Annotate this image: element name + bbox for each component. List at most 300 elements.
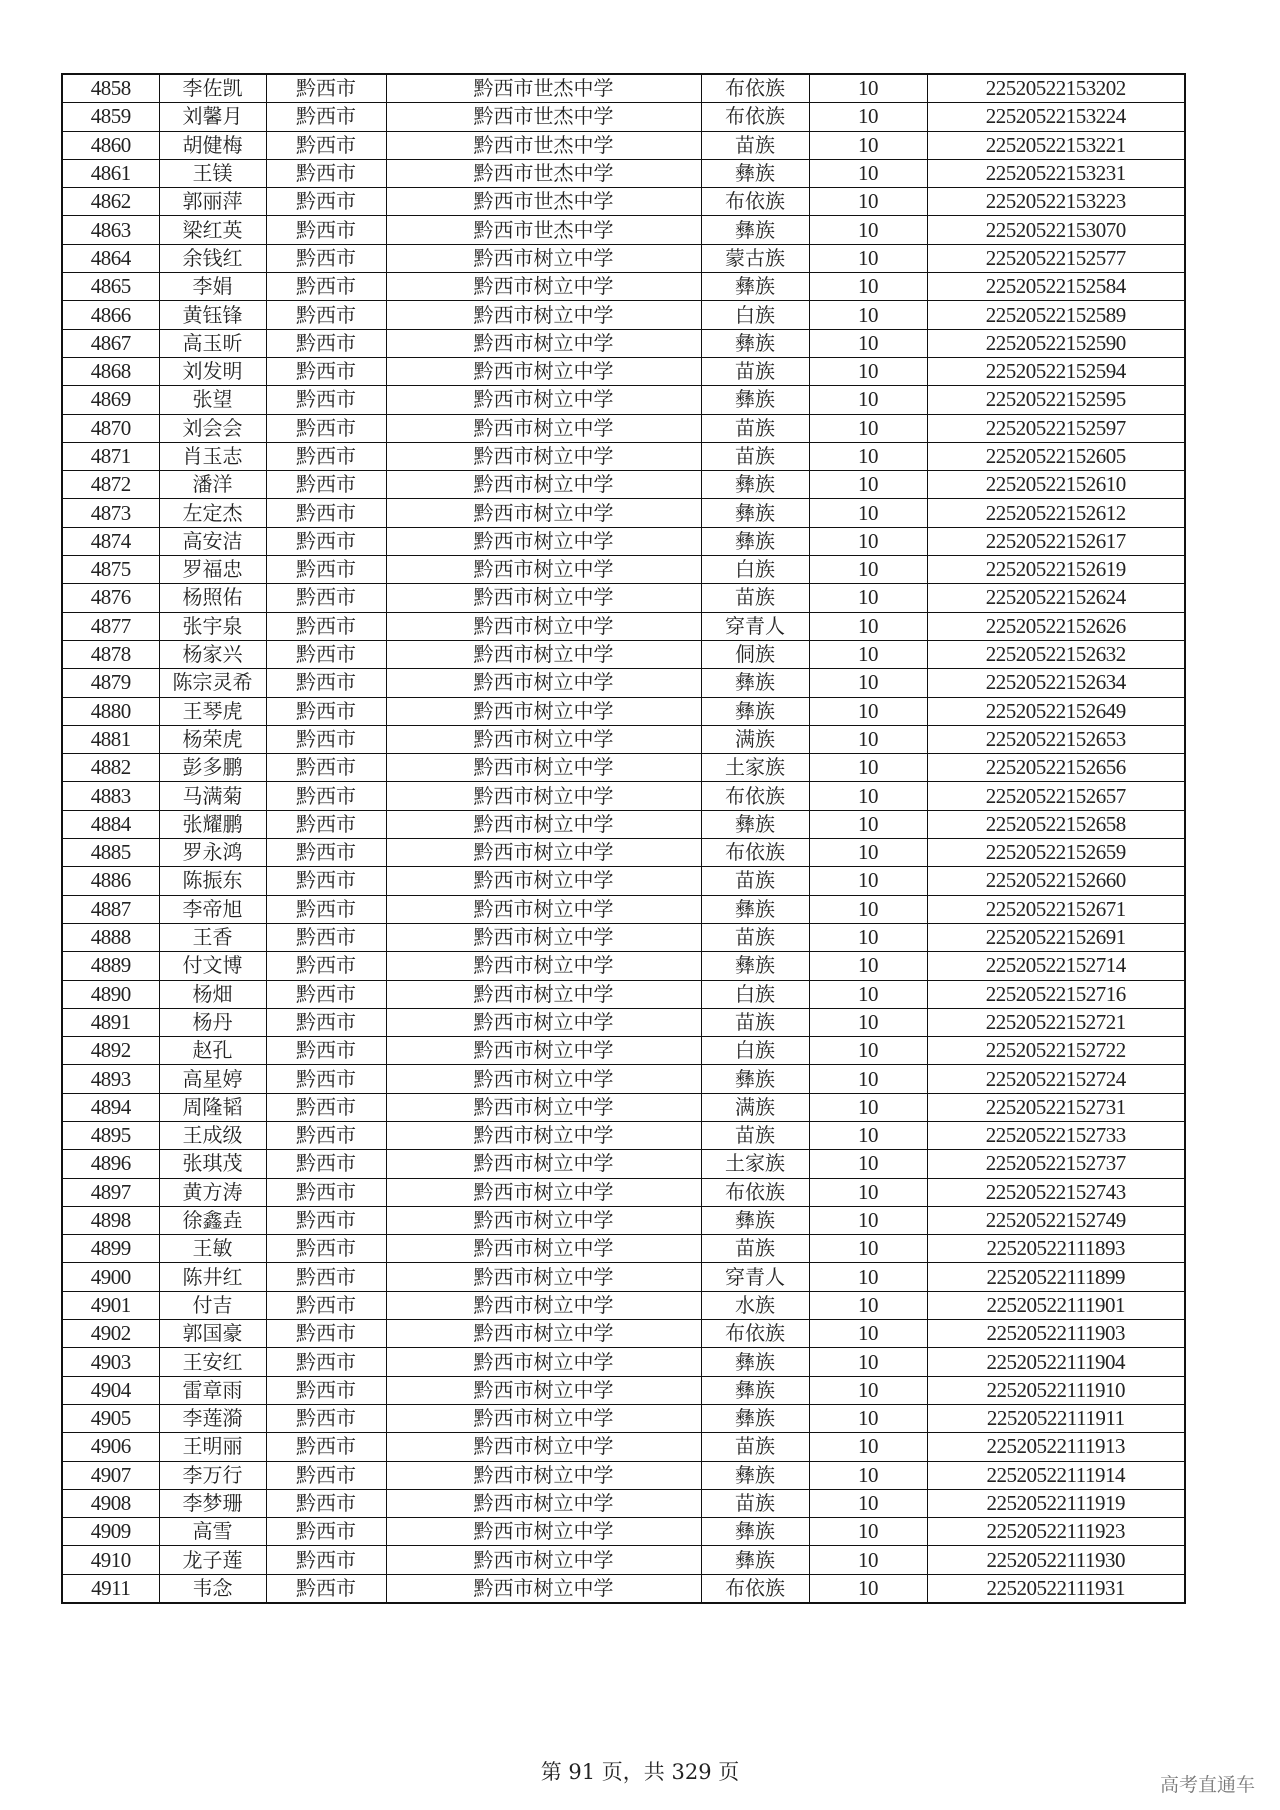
student-name-cell: 王成级 [159,1121,266,1149]
table-row [62,244,1185,272]
ethnicity-cell: 苗族 [701,1235,809,1263]
row-number-cell: 4876 [62,584,159,612]
row-number-cell: 4871 [62,442,159,470]
ethnicity-cell: 白族 [701,980,809,1008]
school-cell: 黔西市树立中学 [386,1235,701,1263]
student-name-cell: 付文博 [159,952,266,980]
ethnicity-cell: 满族 [701,1093,809,1121]
city-cell: 黔西市 [266,1037,386,1065]
city-cell: 黔西市 [266,556,386,584]
exam-id-cell: 22520522152577 [927,244,1185,272]
city-cell: 黔西市 [266,273,386,301]
student-name-cell: 郭丽萍 [159,188,266,216]
school-cell: 黔西市树立中学 [386,556,701,584]
ethnicity-cell: 白族 [701,1037,809,1065]
school-cell: 黔西市世杰中学 [386,216,701,244]
table-row [62,74,1185,103]
school-cell: 黔西市树立中学 [386,1546,701,1574]
ethnicity-cell: 彝族 [701,1546,809,1574]
table-row [62,1376,1185,1404]
city-cell: 黔西市 [266,1320,386,1348]
row-number-cell: 4882 [62,754,159,782]
grade-cell: 10 [809,640,927,668]
page-number: 第 91 页，共 329 页 [540,1760,740,1784]
city-cell: 黔西市 [266,1574,386,1603]
table-row [62,499,1185,527]
school-cell: 黔西市树立中学 [386,839,701,867]
ethnicity-cell: 布依族 [701,103,809,131]
school-cell: 黔西市树立中学 [386,1320,701,1348]
student-name-cell: 李莲漪 [159,1404,266,1432]
school-cell: 黔西市树立中学 [386,471,701,499]
school-cell: 黔西市树立中学 [386,414,701,442]
student-name-cell: 杨荣虎 [159,725,266,753]
city-cell: 黔西市 [266,103,386,131]
student-name-cell: 肖玉志 [159,442,266,470]
student-name-cell: 王敏 [159,1235,266,1263]
row-number-cell: 4894 [62,1093,159,1121]
city-cell: 黔西市 [266,669,386,697]
exam-id-cell: 22520522153221 [927,131,1185,159]
exam-id-cell: 22520522152626 [927,612,1185,640]
student-list-table [61,73,1186,1604]
city-cell: 黔西市 [266,952,386,980]
school-cell: 黔西市树立中学 [386,1178,701,1206]
ethnicity-cell: 白族 [701,556,809,584]
school-cell: 黔西市树立中学 [386,1206,701,1234]
school-cell: 黔西市树立中学 [386,273,701,301]
grade-cell: 10 [809,584,927,612]
ethnicity-cell: 水族 [701,1291,809,1319]
row-number-cell: 4873 [62,499,159,527]
exam-id-cell: 22520522152714 [927,952,1185,980]
exam-id-cell: 22520522111904 [927,1348,1185,1376]
table-row [62,1263,1185,1291]
exam-id-cell: 22520522153223 [927,188,1185,216]
grade-cell: 10 [809,669,927,697]
table-body [62,74,1185,1603]
row-number-cell: 4901 [62,1291,159,1319]
grade-cell: 10 [809,1489,927,1517]
grade-cell: 10 [809,442,927,470]
table-row [62,103,1185,131]
row-number-cell: 4880 [62,697,159,725]
school-cell: 黔西市树立中学 [386,499,701,527]
grade-cell: 10 [809,1263,927,1291]
city-cell: 黔西市 [266,839,386,867]
ethnicity-cell: 布依族 [701,1574,809,1603]
student-name-cell: 李娟 [159,273,266,301]
exam-id-cell: 22520522152721 [927,1008,1185,1036]
row-number-cell: 4877 [62,612,159,640]
school-cell: 黔西市世杰中学 [386,159,701,187]
table-row [62,725,1185,753]
exam-id-cell: 22520522152649 [927,697,1185,725]
grade-cell: 10 [809,1235,927,1263]
grade-cell: 10 [809,1008,927,1036]
city-cell: 黔西市 [266,1291,386,1319]
table-row [62,216,1185,244]
ethnicity-cell: 彝族 [701,386,809,414]
grade-cell: 10 [809,1546,927,1574]
school-cell: 黔西市树立中学 [386,697,701,725]
table-row [62,1291,1185,1319]
row-number-cell: 4870 [62,414,159,442]
grade-cell: 10 [809,697,927,725]
grade-cell: 10 [809,1037,927,1065]
table-row [62,980,1185,1008]
school-cell: 黔西市树立中学 [386,867,701,895]
school-cell: 黔西市世杰中学 [386,188,701,216]
grade-cell: 10 [809,725,927,753]
table-row [62,188,1185,216]
city-cell: 黔西市 [266,1433,386,1461]
city-cell: 黔西市 [266,1178,386,1206]
grade-cell: 10 [809,216,927,244]
row-number-cell: 4902 [62,1320,159,1348]
city-cell: 黔西市 [266,1121,386,1149]
exam-id-cell: 22520522152610 [927,471,1185,499]
ethnicity-cell: 布依族 [701,839,809,867]
grade-cell: 10 [809,329,927,357]
exam-id-cell: 22520522152619 [927,556,1185,584]
table-row [62,556,1185,584]
grade-cell: 10 [809,357,927,385]
ethnicity-cell: 彝族 [701,329,809,357]
exam-id-cell: 22520522152731 [927,1093,1185,1121]
table-row [62,1404,1185,1432]
city-cell: 黔西市 [266,244,386,272]
student-name-cell: 马满菊 [159,782,266,810]
exam-id-cell: 22520522152722 [927,1037,1185,1065]
grade-cell: 10 [809,188,927,216]
exam-id-cell: 22520522152733 [927,1121,1185,1149]
row-number-cell: 4904 [62,1376,159,1404]
row-number-cell: 4884 [62,810,159,838]
row-number-cell: 4890 [62,980,159,1008]
row-number-cell: 4869 [62,386,159,414]
grade-cell: 10 [809,839,927,867]
grade-cell: 10 [809,131,927,159]
row-number-cell: 4900 [62,1263,159,1291]
grade-cell: 10 [809,782,927,810]
ethnicity-cell: 彝族 [701,1376,809,1404]
row-number-cell: 4860 [62,131,159,159]
student-name-cell: 龙子莲 [159,1546,266,1574]
student-name-cell: 刘馨月 [159,103,266,131]
ethnicity-cell: 彝族 [701,216,809,244]
exam-id-cell: 22520522111931 [927,1574,1185,1603]
student-name-cell: 梁红英 [159,216,266,244]
exam-id-cell: 22520522152653 [927,725,1185,753]
exam-id-cell: 22520522111914 [927,1461,1185,1489]
exam-id-cell: 22520522152595 [927,386,1185,414]
school-cell: 黔西市树立中学 [386,782,701,810]
table-row [62,839,1185,867]
city-cell: 黔西市 [266,159,386,187]
grade-cell: 10 [809,1574,927,1603]
student-name-cell: 刘会会 [159,414,266,442]
grade-cell: 10 [809,273,927,301]
table-row [62,1574,1185,1603]
school-cell: 黔西市世杰中学 [386,74,701,103]
ethnicity-cell: 苗族 [701,357,809,385]
city-cell: 黔西市 [266,1235,386,1263]
grade-cell: 10 [809,810,927,838]
exam-id-cell: 22520522111911 [927,1404,1185,1432]
school-cell: 黔西市树立中学 [386,1291,701,1319]
ethnicity-cell: 苗族 [701,867,809,895]
student-name-cell: 彭多鹏 [159,754,266,782]
table-row [62,584,1185,612]
school-cell: 黔西市树立中学 [386,1150,701,1178]
grade-cell: 10 [809,414,927,442]
exam-id-cell: 22520522111930 [927,1546,1185,1574]
table-row [62,1150,1185,1178]
table-row [62,1461,1185,1489]
student-name-cell: 李梦珊 [159,1489,266,1517]
ethnicity-cell: 彝族 [701,1206,809,1234]
student-name-cell: 王明丽 [159,1433,266,1461]
ethnicity-cell: 苗族 [701,131,809,159]
table-row [62,782,1185,810]
school-cell: 黔西市树立中学 [386,386,701,414]
ethnicity-cell: 土家族 [701,1150,809,1178]
ethnicity-cell: 彝族 [701,159,809,187]
grade-cell: 10 [809,1376,927,1404]
table-row [62,414,1185,442]
exam-id-cell: 22520522152691 [927,923,1185,951]
student-name-cell: 黄钰锋 [159,301,266,329]
student-name-cell: 潘洋 [159,471,266,499]
school-cell: 黔西市树立中学 [386,1433,701,1461]
school-cell: 黔西市树立中学 [386,584,701,612]
row-number-cell: 4879 [62,669,159,697]
school-cell: 黔西市树立中学 [386,442,701,470]
table-row [62,867,1185,895]
grade-cell: 10 [809,1150,927,1178]
city-cell: 黔西市 [266,1518,386,1546]
school-cell: 黔西市树立中学 [386,1263,701,1291]
grade-cell: 10 [809,1518,927,1546]
watermark: 高考直通车 [1160,1774,1256,1796]
school-cell: 黔西市树立中学 [386,301,701,329]
student-name-cell: 王琴虎 [159,697,266,725]
city-cell: 黔西市 [266,895,386,923]
grade-cell: 10 [809,1206,927,1234]
row-number-cell: 4883 [62,782,159,810]
exam-id-cell: 22520522152617 [927,527,1185,555]
school-cell: 黔西市树立中学 [386,1461,701,1489]
row-number-cell: 4864 [62,244,159,272]
exam-id-cell: 22520522111919 [927,1489,1185,1517]
exam-id-cell: 22520522153070 [927,216,1185,244]
city-cell: 黔西市 [266,1008,386,1036]
ethnicity-cell: 土家族 [701,754,809,782]
ethnicity-cell: 满族 [701,725,809,753]
city-cell: 黔西市 [266,188,386,216]
row-number-cell: 4862 [62,188,159,216]
ethnicity-cell: 布依族 [701,1320,809,1348]
ethnicity-cell: 彝族 [701,1461,809,1489]
ethnicity-cell: 蒙古族 [701,244,809,272]
table-row [62,301,1185,329]
school-cell: 黔西市树立中学 [386,980,701,1008]
exam-id-cell: 22520522152597 [927,414,1185,442]
student-name-cell: 张宇泉 [159,612,266,640]
grade-cell: 10 [809,1404,927,1432]
city-cell: 黔西市 [266,782,386,810]
city-cell: 黔西市 [266,357,386,385]
city-cell: 黔西市 [266,216,386,244]
table-row [62,697,1185,725]
school-cell: 黔西市世杰中学 [386,103,701,131]
ethnicity-cell: 布依族 [701,1178,809,1206]
school-cell: 黔西市树立中学 [386,1065,701,1093]
school-cell: 黔西市树立中学 [386,1489,701,1517]
row-number-cell: 4886 [62,867,159,895]
student-name-cell: 高玉昕 [159,329,266,357]
ethnicity-cell: 苗族 [701,442,809,470]
table-row [62,131,1185,159]
city-cell: 黔西市 [266,754,386,782]
student-name-cell: 李帝旭 [159,895,266,923]
student-name-cell: 罗福忠 [159,556,266,584]
table-row [62,612,1185,640]
exam-id-cell: 22520522152743 [927,1178,1185,1206]
city-cell: 黔西市 [266,980,386,1008]
table-row [62,1518,1185,1546]
city-cell: 黔西市 [266,1489,386,1517]
row-number-cell: 4891 [62,1008,159,1036]
city-cell: 黔西市 [266,527,386,555]
exam-id-cell: 22520522152657 [927,782,1185,810]
ethnicity-cell: 白族 [701,301,809,329]
ethnicity-cell: 彝族 [701,697,809,725]
exam-id-cell: 22520522152737 [927,1150,1185,1178]
exam-id-cell: 22520522111893 [927,1235,1185,1263]
row-number-cell: 4878 [62,640,159,668]
row-number-cell: 4905 [62,1404,159,1432]
exam-id-cell: 22520522152716 [927,980,1185,1008]
city-cell: 黔西市 [266,499,386,527]
student-name-cell: 张琪茂 [159,1150,266,1178]
exam-id-cell: 22520522152724 [927,1065,1185,1093]
ethnicity-cell: 苗族 [701,1433,809,1461]
exam-id-cell: 22520522152590 [927,329,1185,357]
ethnicity-cell: 彝族 [701,895,809,923]
table-row [62,1546,1185,1574]
city-cell: 黔西市 [266,697,386,725]
exam-id-cell: 22520522111910 [927,1376,1185,1404]
ethnicity-cell: 彝族 [701,527,809,555]
grade-cell: 10 [809,471,927,499]
student-name-cell: 杨照佑 [159,584,266,612]
row-number-cell: 4859 [62,103,159,131]
ethnicity-cell: 穿青人 [701,1263,809,1291]
row-number-cell: 4897 [62,1178,159,1206]
ethnicity-cell: 彝族 [701,952,809,980]
row-number-cell: 4868 [62,357,159,385]
table-row [62,1093,1185,1121]
city-cell: 黔西市 [266,1206,386,1234]
student-name-cell: 高雪 [159,1518,266,1546]
city-cell: 黔西市 [266,810,386,838]
student-name-cell: 韦念 [159,1574,266,1603]
table-row [62,640,1185,668]
city-cell: 黔西市 [266,1546,386,1574]
grade-cell: 10 [809,1348,927,1376]
city-cell: 黔西市 [266,1150,386,1178]
row-number-cell: 4908 [62,1489,159,1517]
school-cell: 黔西市树立中学 [386,640,701,668]
city-cell: 黔西市 [266,640,386,668]
grade-cell: 10 [809,301,927,329]
school-cell: 黔西市树立中学 [386,952,701,980]
exam-id-cell: 22520522153224 [927,103,1185,131]
grade-cell: 10 [809,895,927,923]
row-number-cell: 4903 [62,1348,159,1376]
grade-cell: 10 [809,923,927,951]
student-name-cell: 张耀鹏 [159,810,266,838]
student-name-cell: 王安红 [159,1348,266,1376]
school-cell: 黔西市树立中学 [386,1574,701,1603]
school-cell: 黔西市树立中学 [386,612,701,640]
student-name-cell: 徐鑫垚 [159,1206,266,1234]
row-number-cell: 4893 [62,1065,159,1093]
student-name-cell: 周隆韬 [159,1093,266,1121]
exam-id-cell: 22520522152605 [927,442,1185,470]
grade-cell: 10 [809,74,927,103]
school-cell: 黔西市树立中学 [386,895,701,923]
student-name-cell: 李万行 [159,1461,266,1489]
student-name-cell: 余钱红 [159,244,266,272]
student-name-cell: 雷章雨 [159,1376,266,1404]
ethnicity-cell: 彝族 [701,1348,809,1376]
school-cell: 黔西市树立中学 [386,725,701,753]
table-row [62,386,1185,414]
table-row [62,1008,1185,1036]
grade-cell: 10 [809,244,927,272]
row-number-cell: 4895 [62,1121,159,1149]
city-cell: 黔西市 [266,612,386,640]
grade-cell: 10 [809,1178,927,1206]
row-number-cell: 4881 [62,725,159,753]
grade-cell: 10 [809,1461,927,1489]
school-cell: 黔西市树立中学 [386,1348,701,1376]
ethnicity-cell: 彝族 [701,1404,809,1432]
city-cell: 黔西市 [266,1376,386,1404]
row-number-cell: 4885 [62,839,159,867]
exam-id-cell: 22520522111923 [927,1518,1185,1546]
student-name-cell: 刘发明 [159,357,266,385]
table-row [62,527,1185,555]
city-cell: 黔西市 [266,1348,386,1376]
exam-id-cell: 22520522111901 [927,1291,1185,1319]
table-row [62,1206,1185,1234]
ethnicity-cell: 苗族 [701,923,809,951]
student-name-cell: 高星婷 [159,1065,266,1093]
row-number-cell: 4907 [62,1461,159,1489]
ethnicity-cell: 布依族 [701,188,809,216]
ethnicity-cell: 布依族 [701,782,809,810]
row-number-cell: 4898 [62,1206,159,1234]
table-row [62,1433,1185,1461]
grade-cell: 10 [809,1065,927,1093]
city-cell: 黔西市 [266,1461,386,1489]
ethnicity-cell: 彝族 [701,1065,809,1093]
school-cell: 黔西市树立中学 [386,357,701,385]
